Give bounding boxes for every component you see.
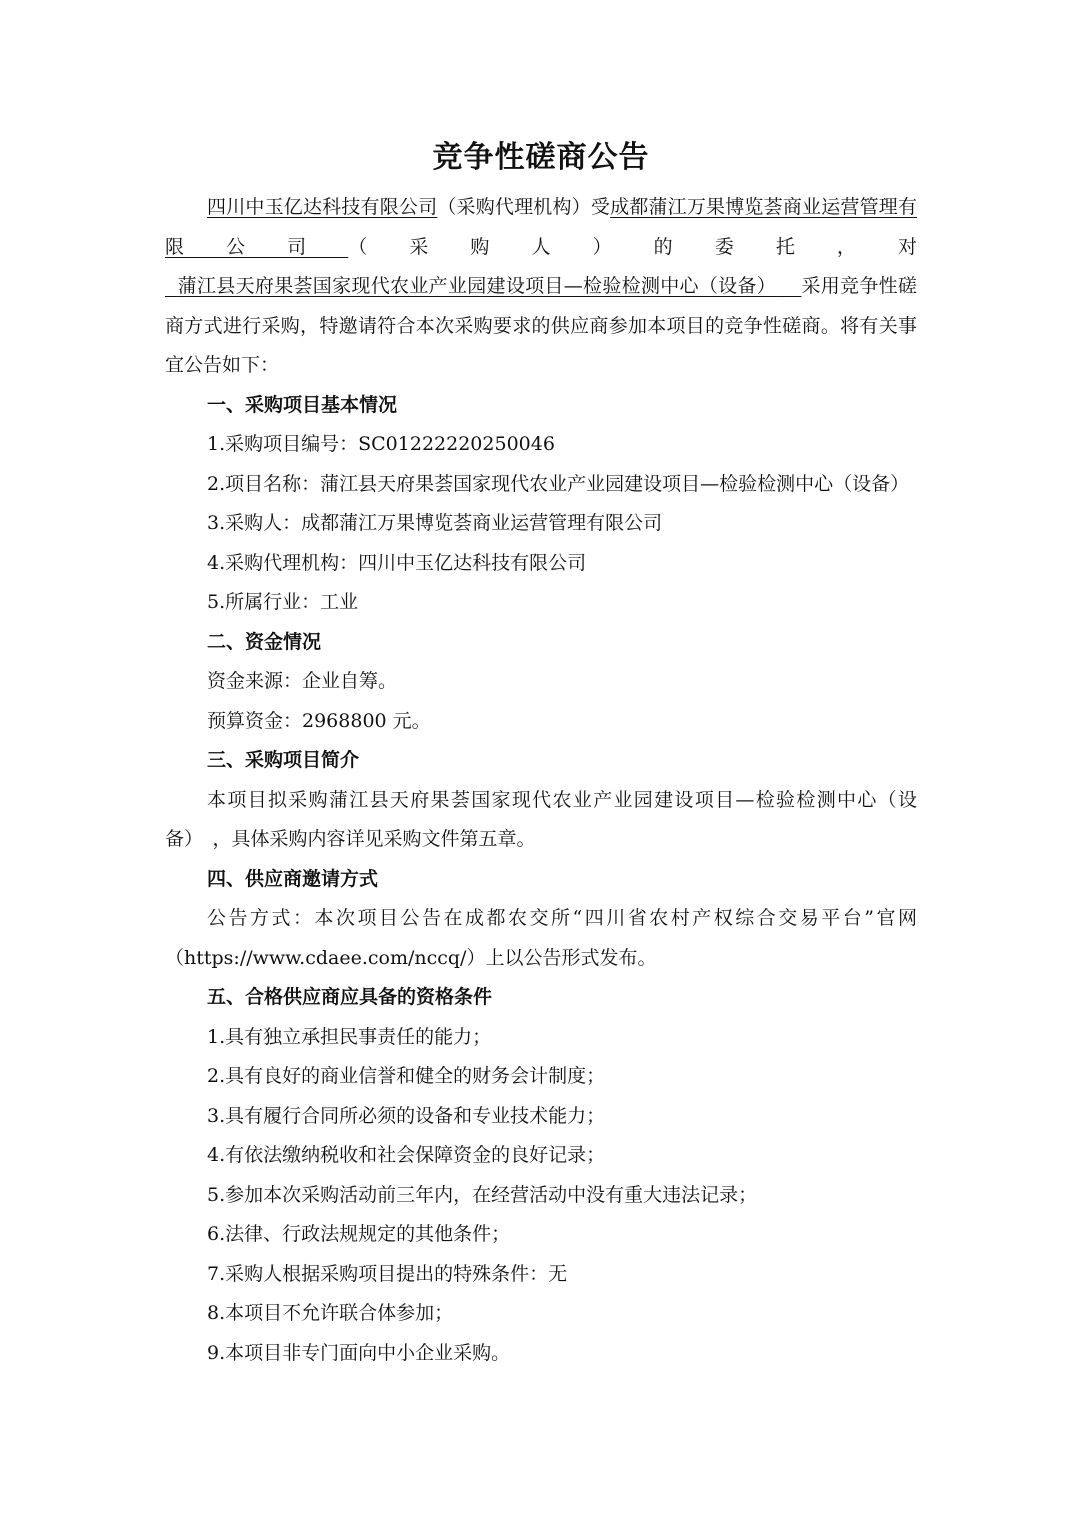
page-title: 竞争性磋商公告 (432, 140, 650, 175)
section-4-heading: 四、供应商邀请方式 (207, 867, 379, 890)
list-item: 1.具有独立承担民事责任的能力； (207, 1025, 492, 1048)
list-item: 5.参加本次采购活动前三年内，在经营活动中没有重大违法记录； (207, 1183, 758, 1206)
list-item: 9.本项目非专门面向中小企业采购。 (207, 1341, 511, 1364)
section-2-heading: 二、资金情况 (207, 630, 322, 653)
list-item: 3.具有履行合同所必须的设备和专业技术能力； (207, 1104, 606, 1127)
section-3-heading: 三、采购项目简介 (207, 749, 360, 771)
purchaser-name: 成都蒲江万果博览荟商业运营管理有限公司 (165, 196, 917, 258)
list-item: 7.采购人根据采购项目提出的特殊条件：无 (207, 1262, 568, 1285)
intro-rest: 采用竞争性磋商方式进行采购，特邀请符合本次采购要求的供应商参加本项目的竞争性磋商。将有关事宜公告如下： (165, 275, 917, 376)
agency-name: 四川中玉亿达科技有限公司 (207, 196, 438, 218)
section-1-heading: 一、采购项目基本情况 (207, 393, 398, 416)
list-item: 3.采购人：成都蒲江万果博览荟商业运营管理有限公司 (207, 512, 663, 534)
list-item: 4.采购代理机构：四川中玉亿达科技有限公司 (207, 551, 587, 574)
purchaser-role: （采购人）的委托，对 (348, 235, 917, 258)
list-item: 4.有依法缴纳税收和社会保障资金的良好记录； (207, 1144, 606, 1166)
list-item: 8.本项目不允许联合体参加； (207, 1302, 454, 1324)
agency-role: （采购代理机构）受 (437, 196, 611, 218)
section-5-heading: 五、合格供应商应具备的资格条件 (207, 986, 493, 1008)
project-summary: 本项目拟采购蒲江县天府果荟国家现代农业产业园建设项目—检验检测中心（设备） ，具体采购内容详见采购文件第五章。 (165, 788, 917, 850)
project-name: 蒲江县天府果荟国家现代农业产业园建设项目—检验检测中心（设备） (177, 275, 777, 297)
intro-paragraph (165, 188, 917, 386)
project-name-blank (165, 275, 801, 297)
fund-budget: 预算资金：2968800 元。 (207, 709, 431, 732)
invitation-method: 公告方式：本次项目公告在成都农交所“四川省农村产权综合交易平台”官网（https://www.cdaee.com/nccq/）上以公告形式发布。 (165, 907, 917, 969)
list-item: 2.具有良好的商业信誉和健全的财务会计制度； (207, 1065, 606, 1087)
fund-source: 资金来源：企业自筹。 (207, 670, 398, 692)
list-item: 1.采购项目编号：SC01222220250046 (207, 433, 555, 455)
list-item: 6.法律、行政法规规定的其他条件； (207, 1223, 511, 1245)
document-page (165, 130, 917, 1373)
list-item: 5.所属行业：工业 (207, 591, 359, 613)
list-item: 2.项目名称：蒲江县天府果荟国家现代农业产业园建设项目—检验检测中心（设备） (207, 472, 910, 495)
